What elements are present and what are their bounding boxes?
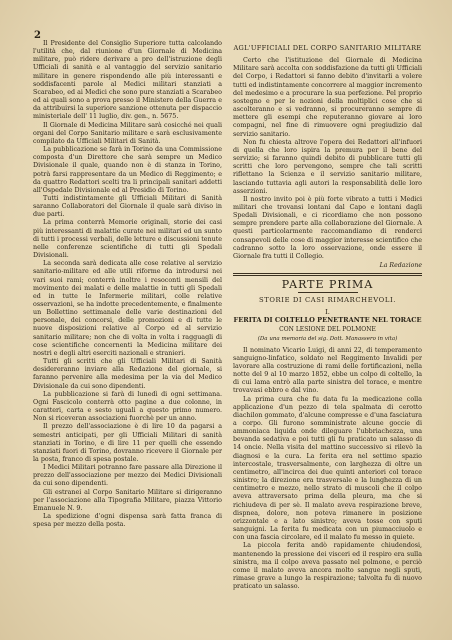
- paragraph: La prima cura che fu data fu la medicazione colla applicazione d'un pezzo di tela spalmata di cerotto diachilon gommato, d'alcune compresse e d'una fasciatura a corpo. Gli furono somministrate alcune goccie di ammoniaca liquida onde dileguare l'ubbriachezza, una bevanda sedativa e poi tutti gli fu praticato un salasso di 14 oncie. Nella visita del mattino successivo si rilevò la diagnosi e la cura. La ferita era nel settimo spazio intercostale, trasversalmente, con larghezza di oltre un centimetro, all'incirca dei due quinti anteriori col torace sinistro; la direzione era trasversale e la lunghezza di un centimetro e mezzo, nello strato di muscoli che il colpo aveva attraversato prima della pleura, ma che si richiudeva di per sè. Il malato aveva respirazione breve, dispnea, dolore, non poteva rimanere in posizione orizzontale e a lato sinistro; aveva tosse con sputi sanguigni. La ferita fu medicata con un piumacciuolo e con una fascia circolare, ed il malato fu messo in quiete.: [233, 395, 422, 542]
- page-number: 2: [34, 30, 41, 41]
- paragraph: La seconda sarà dedicata alle cose relative al servizio sanitario-militare ed alle utili riforme da introdursi nei vari suoi rami; conterrà inoltre i resoconti mensili del movimento dei malati e delle malattie in tutti gli Spedali ed in tutte le Infermerie militari, colle relative osservazioni, se ha indotte precedentemente, e finalmente un Bollettino settimanale delle varie destinazioni del personale, dei concorsi, delle promozioni e di tutte le nuove disposizioni relative al Corpo ed al servizio sanitario militare; non che di volta in volta i ragguagli di cose scientifiche concernenti la Medicina militare dei nostri e degli altri eserciti nazionali e stranieri.: [33, 260, 222, 357]
- paragraph: Il Giornale di Medicina Militare sarà cosicché nei quali organi del Corpo Sanitario militare e sarà esclusivamente compilato da Ufficiali Militari di Sanità.: [33, 121, 222, 145]
- notice-heading: AGL'UFFICIALI DEL CORPO SANITARIO MILITARE: [233, 44, 422, 52]
- case-number: I.: [325, 307, 330, 316]
- section-title: STORIE DI CASI RIMARCHEVOLI.: [259, 296, 396, 305]
- case-subtitle: CON LESIONE DEL POLMONE: [279, 326, 376, 334]
- paragraph: Gli estranei al Corpo Sanitario Militare si dirigeranno per l'associazione alla Tipografia Militare, piazza Vittorio Emanuele N. 9.: [33, 488, 222, 512]
- paragraph: Il nostro invito poi è più forte vibrato a tutti i Medici militari che trovansi lontani dal Capo e lontani dagli Spedali Divisionali, e ci ricordiamo che non possono sempre prendere parte alla collaborazione del Giornale. A questi particolarmente raccomandiamo di renderci consapevoli delle cose di maggior interesse scientifico che cadranno sotto la loro osservazione, onde essere il Giornale fra tutti il Collegio.: [233, 195, 422, 260]
- paragraph: La pubblicazione se farà in Torino da una Commissione composta d'un Direttore che sarà sempre un Medico Divisionale il quale, quando non è di stanza in Torino, potrà farsi rappresentare da un Medico di Reggimento; e da quattro Redattori scelti tra li principali sanitari addetti all'Ospedale Divisionale ed al Presidio di Torino.: [33, 146, 222, 194]
- part-title: PARTE PRIMA: [281, 278, 374, 292]
- paragraph: Non fu chiesta altrove l'opera dei Redattori all'infuori di quella che loro ispira la premura per il bene del servizio; si faranno quindi debito di pubblicare tutti gli scritti che loro pervengono, sempre che tali scritti riflettano la Scienza e il servizio sanitario militare, lasciando tuttavia agli autori la responsabilità delle loro asserzioni.: [233, 138, 422, 195]
- paragraph: Certo che l'istituzione del Giornale di Medicina Militare sarà accolta con soddisfazione da tutti gli Ufficiali del Corpo, i Redattori si fanno debito d'invitarli a volere tutti ed indistintamente concorrere al maggior incremento del medesimo e a procurare la sua perfezione. Pel proprio sostegno e per le nozioni della moltiplici cose che si ascolteranno e si vedranno, si procureranno sempre di mettere gli esempi che reputeranno giovare ai loro compagni, nel fine di rimuovere ogni pregiudizio dal servizio sanitario.: [233, 57, 422, 138]
- section-divider: [233, 273, 422, 276]
- case-title: FERITA DI COLTELLO PENETRANTE NEL TORACE: [233, 315, 422, 324]
- paragraph: Il Presidente del Consiglio Superiore tutta calcolando l'utilità che, dal riunione d'un Giornale di Medicina militare, può ridere derivare a pro dell'istruzione degli Ufficiali di sanità e al vantaggio del servizio sanitario militare in genere rispondendo alle più interessanti e soddisfacenti parole al Medici militari stanziati a Scarabeo, ed ai Medici che sono pure stanziati a Scarabeo ed ai quali sono a prova presso il Ministero della Guerra e da attribuirsi la superiore sanzione ottenuta per dispaccio ministeriale dell' 11 luglio, div. gen., n. 5675.: [33, 40, 222, 121]
- paragraph: Tutti gli scritti che gli Ufficiali Militari di Sanità desidereranno inviare alla Redazione del giornale, si faranno pervenire alla medesima per la via del Medico Divisionale da cui sono dipendenti.: [33, 358, 222, 390]
- case-author: (Da una memoria del sig. Dott. Manassero in vita): [257, 336, 398, 343]
- case-body: [233, 347, 422, 592]
- paragraph: La prima conterrà Memorie originali, storie dei casi più interessanti di malattie curate nei militari ed un sunto di tutti i processi verbali, delle letture e discussioni tenute nelle conferenze scientifiche di tutti gli Spedali Divisionali.: [33, 219, 222, 260]
- paragraph: I Medici Militari potranno fare passare alla Direzione il prezzo dell'associazione per mezzo dei Medici Divisionali da cui sono dipendenti.: [33, 464, 222, 488]
- signature: La Redazione: [379, 262, 422, 270]
- paragraph: Tutti indistintamente gli Ufficiali Militari di Sanità saranno Collaboratori del Giornale il quale sarà diviso in due parti.: [33, 194, 222, 219]
- short-rule: [298, 292, 358, 293]
- paragraph: La spedizione d'ogni dispensa sarà fatta franca di spesa per mezzo della posta.: [33, 513, 222, 529]
- paragraph: La pubblicazione si farà di lunedì di ogni settimana. Ogni Fascicolo conterrà otto pagine a due colonne, in caratteri, carta e sesto uguali a questo primo numero. Non si riceveran associazioni fuorchè per un anno.: [33, 390, 222, 423]
- paragraph: La piccola ferita andò rapidamente chiudendosi, mantenendo la pressione dei visceri ed il respiro era sulla sinistra, ma il colpo aveva passato nel polmone, e perciò come il malato aveva ancora molto sangue negli sputi, rimase grave a lungo la respirazione; talvolta fu di nuovo praticato un salasso.: [233, 542, 422, 591]
- notice-body: [233, 57, 422, 261]
- left-column: [33, 40, 222, 630]
- paragraph: Il prezzo dell'associazione è di lire 10 da pagarsi a semestri anticipati, per gli Ufficiali Militari di sanità stanziati in Torino, e di lire 11 per quelli che essendo stanziati fuori di Torino, dovranno ricevere il Giornale per la posta, franco di spesa postale.: [33, 423, 222, 463]
- right-column: [233, 40, 422, 630]
- paragraph: Il nominato Vicario Luigi, di anni 22, di temperamento sanguigno-linfatico, soldato nel Reggimento Invalidi per lavorare alla costruzione di rami delle fortificazioni, nella notte del 9 al 10 marzo 1852, ebbe un colpo di coltello, la di cui lama entrò alla parte sinistra del torace, e mentre trovavasi ebbro e dal vino.: [233, 346, 422, 395]
